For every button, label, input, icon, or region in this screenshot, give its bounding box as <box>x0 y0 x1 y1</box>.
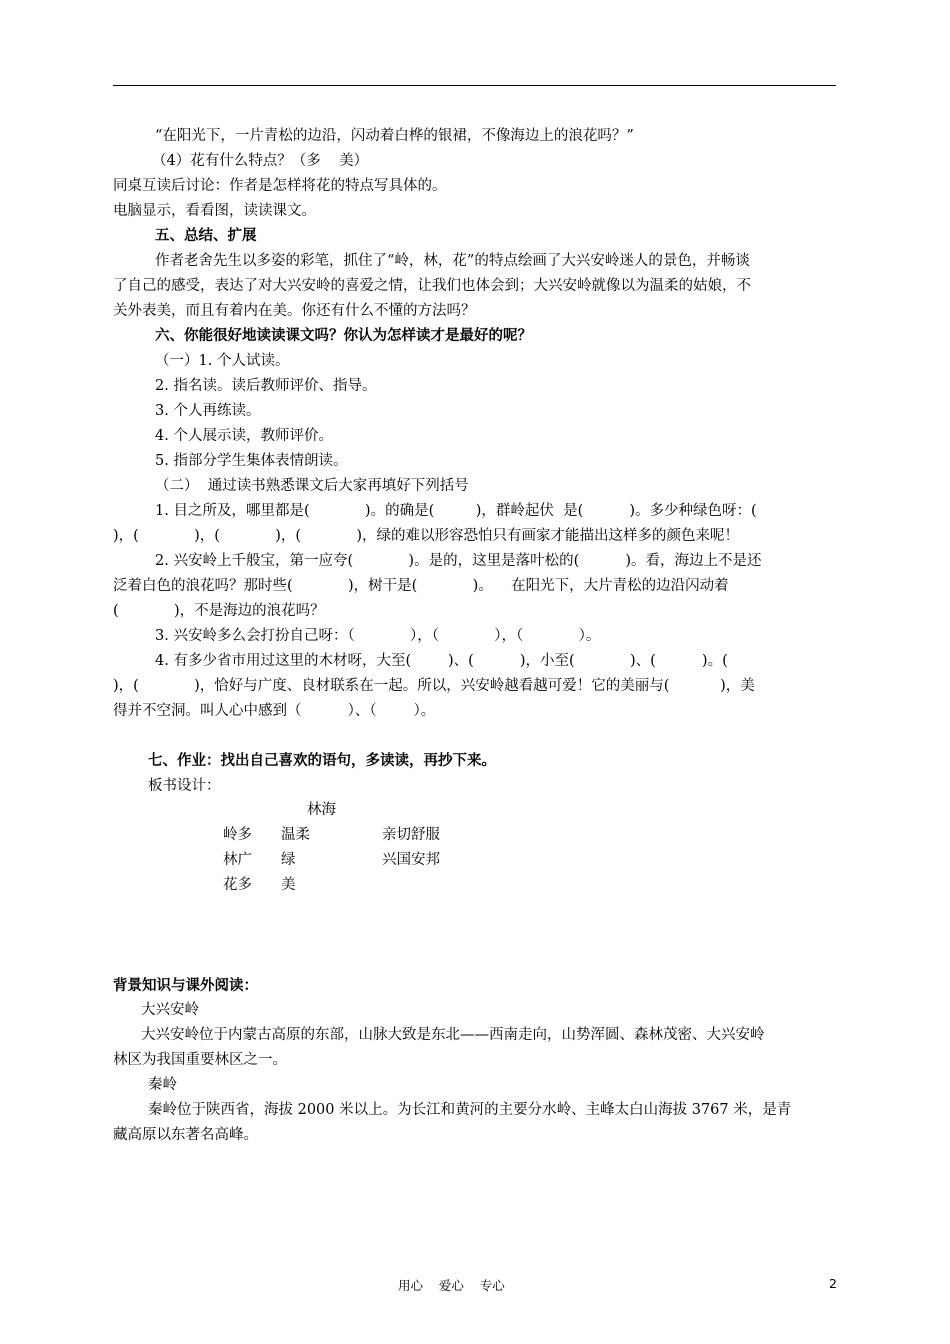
summary-line-3: 关外表美，而且有着内在美。你还有什么不懂的方法吗？ <box>113 303 476 319</box>
question-flowers: （4）花有什么特点？（多 美） <box>152 153 369 169</box>
fill-4-line-3: 得并不空洞。叫人心中感到（ ）、（ ）。 <box>113 703 436 719</box>
board-r3c1: 花多 <box>223 877 252 893</box>
board-r2c2: 绿 <box>281 852 296 868</box>
step-3: 3. 个人再练读。 <box>155 403 261 419</box>
board-r1c1: 岭多 <box>223 827 252 843</box>
board-r2c1: 林广 <box>223 852 252 868</box>
page-number: 2 <box>829 1276 837 1291</box>
summary-line-2: 了自己的感受，表达了对大兴安岭的喜爱之情，让我们也体会到；大兴安岭就像以为温柔的姑娘，不 <box>113 278 751 294</box>
board-r1c2: 温柔 <box>281 827 310 843</box>
bg-daxinganling-title: 大兴安岭 <box>141 1002 199 1018</box>
fill-1-line-2: )，( )，( )，( )，绿的难以形容恐怕只有画家才能描出这样多的颜色来呢！ <box>113 528 740 544</box>
bg-qinling-line-2: 藏高原以东著名高峰。 <box>113 1127 258 1143</box>
section-7-heading: 七、作业：找出自己喜欢的语句，多读读，再抄下来。 <box>148 753 496 769</box>
bg-daxinganling-line-2: 林区为我国重要林区之一。 <box>113 1052 287 1068</box>
fill-1-line-1: 1. 目之所及，哪里都是( )。的确是( )，群岭起伏 是( )。多少种绿色呀：( <box>155 503 757 519</box>
quote-line: “在阳光下，一片青松的边沿，闪动着白桦的银裙，不像海边上的浪花吗？” <box>155 128 634 144</box>
step-1: （一）1. 个人试读。 <box>155 353 290 369</box>
header-rule <box>113 85 836 86</box>
board-design-title: 板书设计： <box>148 778 221 794</box>
fill-3: 3. 兴安岭多么会打扮自己呀：（ ），（ ），（ ）。 <box>155 628 601 644</box>
board-top: 林海 <box>307 802 336 818</box>
section-5-heading: 五、总结、扩展 <box>155 228 257 244</box>
discussion-line: 同桌互读后讨论：作者是怎样将花的特点写具体的。 <box>113 178 447 194</box>
board-r2c3: 兴国安邦 <box>382 852 440 868</box>
bg-qinling-line-1: 秦岭位于陕西省，海拔 2000 米以上。为长江和黄河的主要分水岭、主峰太白山海拔 3767 米，是青 <box>148 1102 792 1118</box>
board-r1c3: 亲切舒服 <box>382 827 440 843</box>
section-6-heading: 六、你能很好地读读课文吗？你认为怎样读才是最好的呢？ <box>155 328 532 344</box>
footer-motto: 用心 爱心 专心 <box>398 1278 505 1293</box>
fill-4-line-2: )，( )，恰好与广度、良材联系在一起。所以，兴安岭越看越可爱！它的美丽与( )，美 <box>113 678 755 694</box>
step-5: 5. 指部分学生集体表情朗读。 <box>155 453 348 469</box>
fill-4-line-1: 4. 有多少省市用过这里的木材呀，大至( )、( )，小至( )、( )。( <box>155 653 728 669</box>
fill-2-line-2: 泛着白色的浪花吗？那时些( )，树干是( )。 在阳光下，大片青松的边沿闪动着 <box>113 578 729 594</box>
computer-display-line: 电脑显示，看看图，读读课文。 <box>113 203 316 219</box>
step-2: 2. 指名读。读后教师评价、指导。 <box>155 378 377 394</box>
bg-daxinganling-line-1: 大兴安岭位于内蒙古高原的东部，山脉大致是东北——西南走向，山势浑圆、森林茂密、大兴安岭 <box>141 1027 765 1043</box>
bg-qinling-title: 秦岭 <box>148 1077 177 1093</box>
fill-2-line-3: ( )，不是海边的浪花吗？ <box>113 603 325 619</box>
step-4: 4. 个人展示读，教师评价。 <box>155 428 333 444</box>
summary-line-1: 作者老舍先生以多姿的彩笔，抓住了“岭，林，花”的特点绘画了大兴安岭迷人的景色，并畅谈 <box>155 253 750 269</box>
fill-in-instructions: （二） 通过读书熟悉课文后大家再填好下列括号 <box>155 478 469 494</box>
fill-2-line-1: 2. 兴安岭上千般宝，第一应夸( )。是的，这里是落叶松的( )。看，海边上不是还 <box>155 553 762 569</box>
board-r3c2: 美 <box>281 877 296 893</box>
background-heading: 背景知识与课外阅读： <box>113 978 258 994</box>
